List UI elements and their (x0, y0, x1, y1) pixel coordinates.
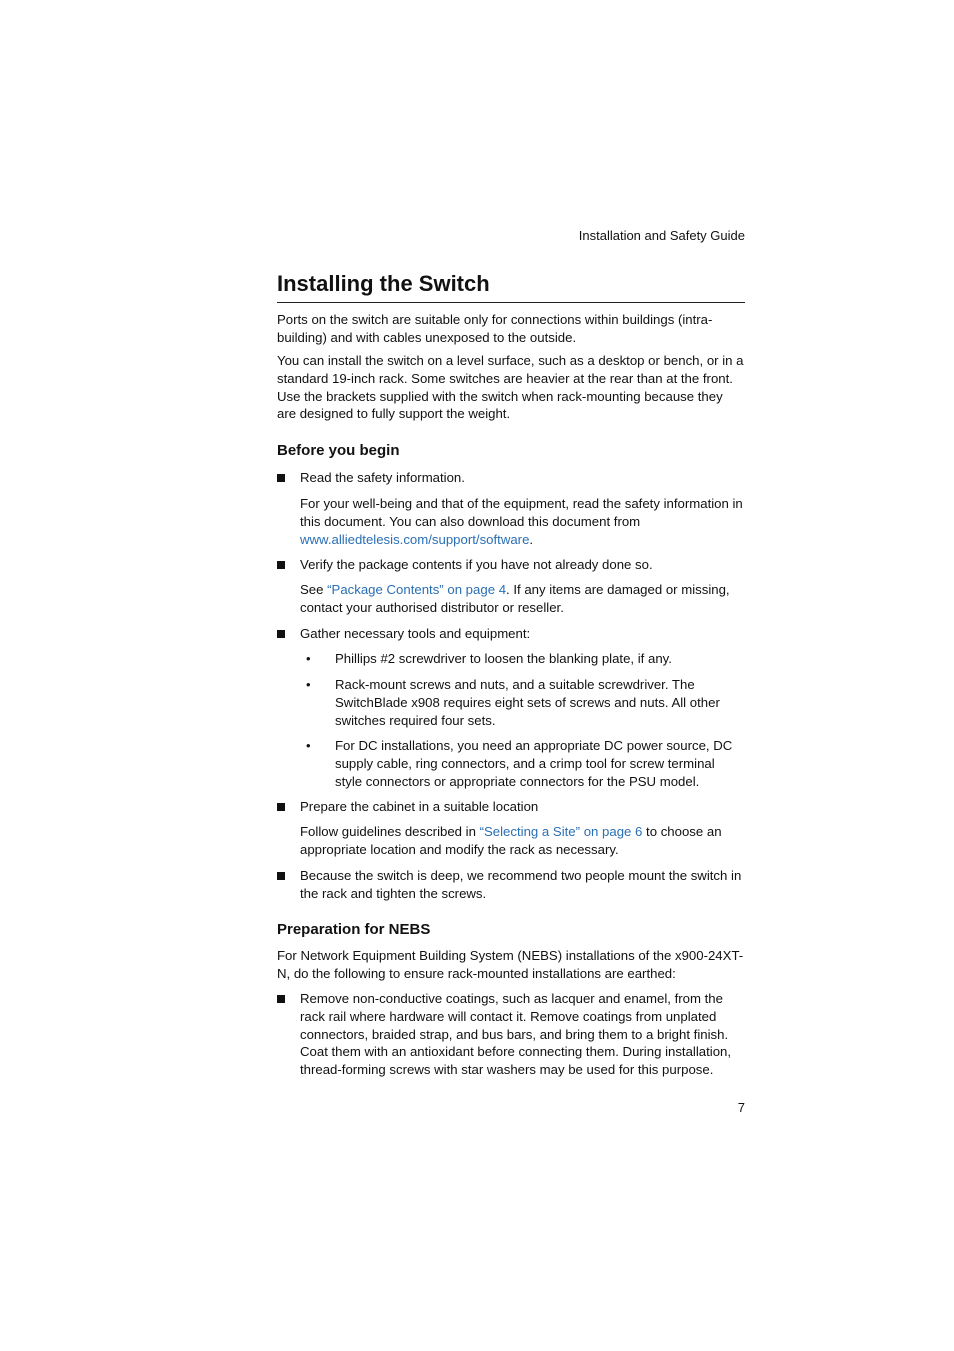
section-heading-nebs (277, 920, 745, 940)
square-bullet-icon (277, 803, 285, 811)
detail-post: . If any items are damaged or missing, contact your authorised distributor or reseller. (300, 582, 730, 615)
dot-bullet-icon: • (306, 738, 311, 753)
intro-paragraph-1 (277, 311, 745, 347)
list-item-text: Prepare the cabinet in a suitable location (300, 799, 539, 814)
detail-post: to choose an appropriate location and modify the rack as necessary. (300, 824, 722, 857)
download-link[interactable]: www.alliedtelesis.com/support/software (300, 531, 530, 547)
sub-item-text: Phillips #2 screwdriver to loosen the blanking plate, if any. (335, 651, 672, 666)
detail-pre: See (300, 582, 328, 597)
running-header: Installation and Safety Guide (578, 228, 745, 243)
sub-item-text: Rack-mount screws and nuts, and a suitable screwdriver. The SwitchBlade x908 requires eight sets of screws and nuts. All other switches required four sets. (335, 677, 720, 728)
sub-item-text: For DC installations, you need an appropriate DC power source, DC supply cable, ring connectors, and a crimp tool for screw terminal style connectors or appropriate connectors for the PSU model. (335, 738, 733, 789)
intro-paragraph-2 (277, 352, 745, 423)
nebs-heading: Preparation for NEBS (277, 921, 431, 938)
detail-text: For your well-being and that of the equipment, read the safety information in this document. You can also download this document from (300, 496, 743, 529)
dot-bullet-icon: • (306, 651, 311, 666)
nebs-intro-text: For Network Equipment Building System (NEBS) installations of the x900-24XT-N, do the following to ensure rack-mounted installations are earthed: (277, 948, 744, 981)
before-heading: Before you begin (277, 442, 400, 459)
package-contents-link[interactable]: “Package Contents” on page 4 (327, 582, 507, 597)
intro-text-1: Ports on the switch are suitable only for connections within buildings (intra-building) and with cables unexposed to the outside. (277, 312, 713, 345)
list-item-text: Gather necessary tools and equipment: (300, 626, 531, 641)
list-item-text: Read the safety information. (300, 470, 465, 485)
selecting-site-link[interactable]: “Selecting a Site” on page 6 (479, 824, 643, 839)
square-bullet-icon (277, 872, 285, 880)
intro-text-2: You can install the switch on a level surface, such as a desktop or bench, or in a standard 19-inch rack. Some switches are heavier at the rear than at the front. Use the brackets supplied with the switch when rack-mounting because they are designed to fully support the weight. (277, 353, 744, 422)
list-item-text: Verify the package contents if you have not already done so. (300, 557, 653, 572)
dot-bullet-icon: • (306, 677, 311, 692)
square-bullet-icon (277, 630, 285, 638)
section-heading-before (277, 441, 745, 461)
list-item-text: Because the switch is deep, we recommend two people mount the switch in the rack and tighten the screws. (300, 868, 742, 901)
square-bullet-icon (277, 995, 285, 1003)
square-bullet-icon (277, 474, 285, 482)
detail-end: . (529, 531, 534, 547)
detail-pre: Follow guidelines described in (300, 824, 480, 839)
square-bullet-icon (277, 561, 285, 569)
nebs-intro (277, 947, 745, 983)
page-title: Installing the Switch (277, 270, 745, 303)
list-item-text: Remove non-conductive coatings, such as lacquer and enamel, from the rack rail where hardware will contact it. Remove coatings from unplated connectors, braided strap, and bus bars, and bring them to a bright finish. Coat them with an antioxidant before connecting them. During installation, thread-forming screws with star washers may be used for this purpose. (300, 991, 732, 1078)
page-number: 7 (737, 1100, 745, 1115)
